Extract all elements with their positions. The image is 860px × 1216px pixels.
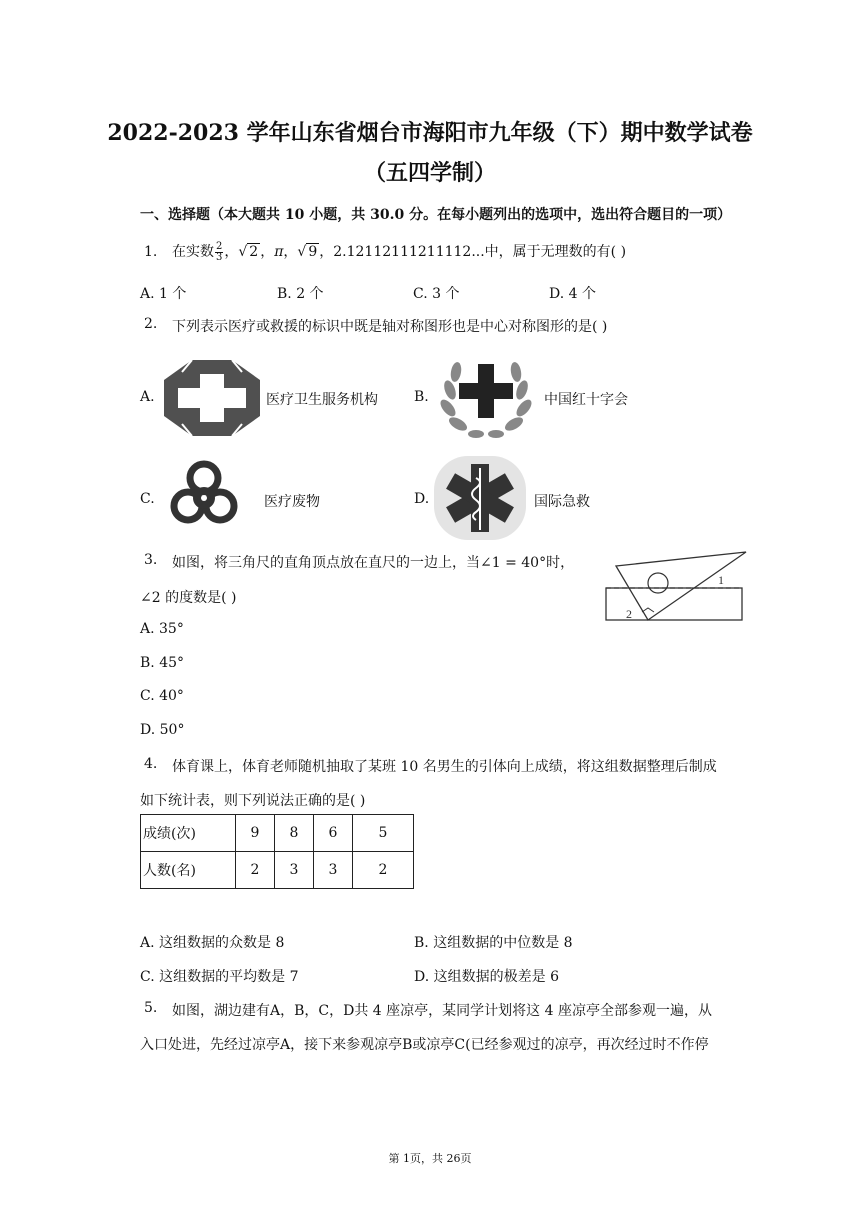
q3-option-c: C. 40° — [140, 688, 184, 704]
table-cell: 3 — [275, 852, 314, 889]
fraction — [215, 242, 223, 263]
table-cell: 8 — [275, 815, 314, 852]
question-1-number: 1. — [144, 244, 158, 260]
fraction-denominator: 3 — [216, 251, 223, 263]
table-cell: 5 — [353, 815, 414, 852]
q4-option-a: A. 这组数据的众数是 8 — [140, 935, 285, 951]
table-cell: 9 — [236, 815, 275, 852]
q2-option-b-caption: 中国红十字会 — [544, 392, 628, 408]
comma: ， — [260, 244, 275, 260]
question-1-text: 在实数 $\frac{2}{3}$ ，√ 2 ，π，√ 9 ，2.12112111211112...中，属于无理数的有( ) — [172, 240, 627, 263]
fraction-numerator: 2 — [216, 240, 223, 252]
q3-option-a: A. 35° — [140, 621, 184, 637]
question-4-text-line1: 体育课上，体育老师随机抽取了某班 10 名男生的引体向上成绩，将这组数据整理后制成 — [172, 759, 717, 775]
biohazard-logo-icon — [166, 458, 242, 534]
angle-1-label: 1 — [718, 573, 724, 587]
table-cell: 2 — [236, 852, 275, 889]
q3-option-b: B. 45° — [140, 655, 185, 671]
table-row — [141, 815, 414, 852]
table-cell: 成绩(次) — [141, 815, 236, 852]
angle-2-label: 2 — [626, 607, 632, 621]
page-title: 2022-2023 学年山东省烟台市海阳市九年级（下）期中数学试卷 — [107, 120, 753, 146]
page-subtitle: （五四学制） — [363, 160, 496, 186]
question-4-number: 4. — [144, 756, 158, 772]
q2-option-d-caption: 国际急救 — [534, 494, 590, 510]
question-3-text-line2: ∠2 的度数是( ) — [140, 590, 237, 606]
question-5-text-line1: 如图，湖边建有A，B，C，D共 4 座凉亭，某同学计划将这 4 座凉亭全部参观一遍，从 — [172, 1003, 712, 1019]
question-1-prefix: 在实数 — [172, 244, 214, 260]
q1-option-b: B. 2 个 — [277, 286, 324, 302]
medical-service-logo-icon — [162, 358, 262, 438]
section-heading: 一、选择题（本大题共 10 小题，共 30.0 分。在每小题列出的选项中，选出符合题目的一项） — [140, 207, 732, 223]
star-of-life-logo-icon — [432, 454, 528, 542]
question-2-number: 2. — [144, 316, 158, 332]
table-cell: 2 — [353, 852, 414, 889]
comma: ， — [224, 244, 239, 260]
q1-option-a: A. 1 个 — [140, 286, 187, 302]
question-3-number: 3. — [144, 552, 158, 568]
table-cell: 6 — [314, 815, 353, 852]
sqrt-9: 9 — [308, 244, 318, 260]
question-1-rest: ，2.12112111211112...中，属于无理数的有( ) — [319, 244, 627, 260]
q4-option-d: D. 这组数据的极差是 6 — [414, 969, 559, 985]
q2-option-d-letter: D. — [414, 491, 430, 507]
q3-option-d: D. 50° — [140, 722, 185, 738]
triangle-ruler-figure — [600, 546, 752, 622]
table-cell: 人数(名) — [141, 852, 236, 889]
question-5-text-line2: 入口处进，先经过凉亭A，接下来参观凉亭B或凉亭C(已经参观过的凉亭，再次经过时不作停 — [140, 1037, 709, 1053]
sqrt-2: 2 — [249, 244, 259, 260]
question-3-text-line1: 如图，将三角尺的直角顶点放在直尺的一边上，当∠1 = 40°时， — [172, 555, 575, 571]
q1-option-c: C. 3 个 — [413, 286, 460, 302]
page-footer: 第 1页，共 26页 — [388, 1152, 472, 1165]
comma: ， — [283, 244, 298, 260]
q1-option-d: D. 4 个 — [549, 286, 596, 302]
question-2-text: 下列表示医疗或救援的标识中既是轴对称图形也是中心对称图形的是( ) — [172, 319, 608, 335]
q2-option-c-letter: C. — [140, 491, 155, 507]
pi-symbol: π — [274, 244, 284, 260]
score-table — [140, 814, 414, 889]
question-5-number: 5. — [144, 1000, 158, 1016]
q2-option-b-letter: B. — [414, 389, 429, 405]
table-cell: 3 — [314, 852, 353, 889]
q2-option-a-letter: A. — [140, 389, 155, 405]
table-row — [141, 852, 414, 889]
q2-option-a-caption: 医疗卫生服务机构 — [266, 392, 378, 408]
q4-option-b: B. 这组数据的中位数是 8 — [414, 935, 573, 951]
q4-option-c: C. 这组数据的平均数是 7 — [140, 969, 299, 985]
red-cross-society-logo-icon — [436, 350, 536, 442]
question-4-text-line2: 如下统计表，则下列说法正确的是( ) — [140, 793, 366, 809]
q2-option-c-caption: 医疗废物 — [264, 494, 320, 510]
